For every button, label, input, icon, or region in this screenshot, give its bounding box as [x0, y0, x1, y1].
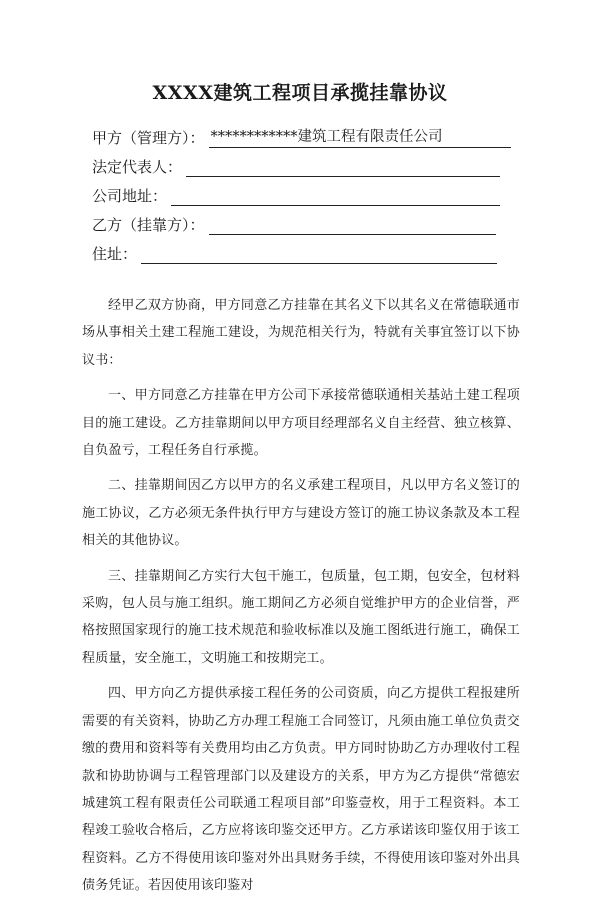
paragraph-clause-3: 三、挂靠期间乙方实行大包干施工，包质量，包工期，包安全，包材料采购，包人员与施工组织。施工期间乙方必须自觉维护甲方的企业信誉，严格按照国家现行的施工技术规范和验收标准以及施工图纸进行施工，确保工程质量，安全施工，文明施工和按期完工。	[82, 568, 520, 666]
party-b-field	[92, 213, 496, 235]
address-line	[171, 186, 500, 206]
legal-rep-label: 法定代表人：	[92, 158, 183, 176]
paragraph-clause-1: 一、甲方同意乙方挂靠在甲方公司下承接常德联通相关基站土建工程项目的施工建设。乙方挂靠期间以甲方项目经理部名义自主经营、独立核算、自负盈亏，工程任务自行承揽。	[82, 388, 520, 459]
paragraph-clause-4: 四、甲方向乙方提供承接工程任务的公司资质，向乙方提供工程报建所需要的有关资料，协助乙方办理工程施工合同签订，凡须由施工单位负责交缴的费用和资料等有关费用均由乙方负责。甲方同时协助乙方办理收付工程款和协助协调与工程管理部门以及建设方的关系，甲方为乙方提供“常德宏城建筑工程有限责任公司联通工程项目部”印鉴壹枚，用于工程资料。本工程竣工验收合格后，乙方应将该印鉴交还甲方。乙方承诺该印鉴仅用于该工程资料。乙方不得使用该印鉴对外出具财务手续，不得使用该印鉴对外出具债务凭证。若因使用该印鉴对	[82, 686, 520, 894]
legal-rep-field	[92, 155, 500, 177]
document-title: XXXX建筑工程项目承揽挂靠协议	[152, 82, 448, 104]
party-b-label: 乙方（挂靠方）：	[92, 216, 205, 234]
paragraph-clause-2: 二、挂靠期间因乙方以甲方的名义承建工程项目，凡以甲方名义签订的施工协议，乙方必须无条件执行甲方与建设方签订的施工协议条款及本工程相关的其他协议。	[82, 478, 520, 549]
residence-line	[141, 244, 497, 264]
party-a-field	[92, 126, 511, 148]
party-a-value: ************建筑工程有限责任公司	[209, 128, 511, 148]
party-b-line	[209, 215, 496, 235]
agreement-body	[82, 292, 520, 908]
address-label: 公司地址：	[92, 187, 168, 205]
legal-rep-line	[186, 157, 500, 177]
residence-label: 住址：	[92, 245, 138, 263]
paragraph-intro: 经甲乙双方协商，甲方同意乙方挂靠在其名义下以其名义在常德联通市场从事相关土建工程施工建设，为规范相关行为，特就有关事宜签订以下协议书：	[82, 298, 520, 368]
residence-field	[92, 242, 497, 264]
party-a-label: 甲方（管理方）：	[92, 129, 205, 147]
address-field	[92, 184, 500, 206]
